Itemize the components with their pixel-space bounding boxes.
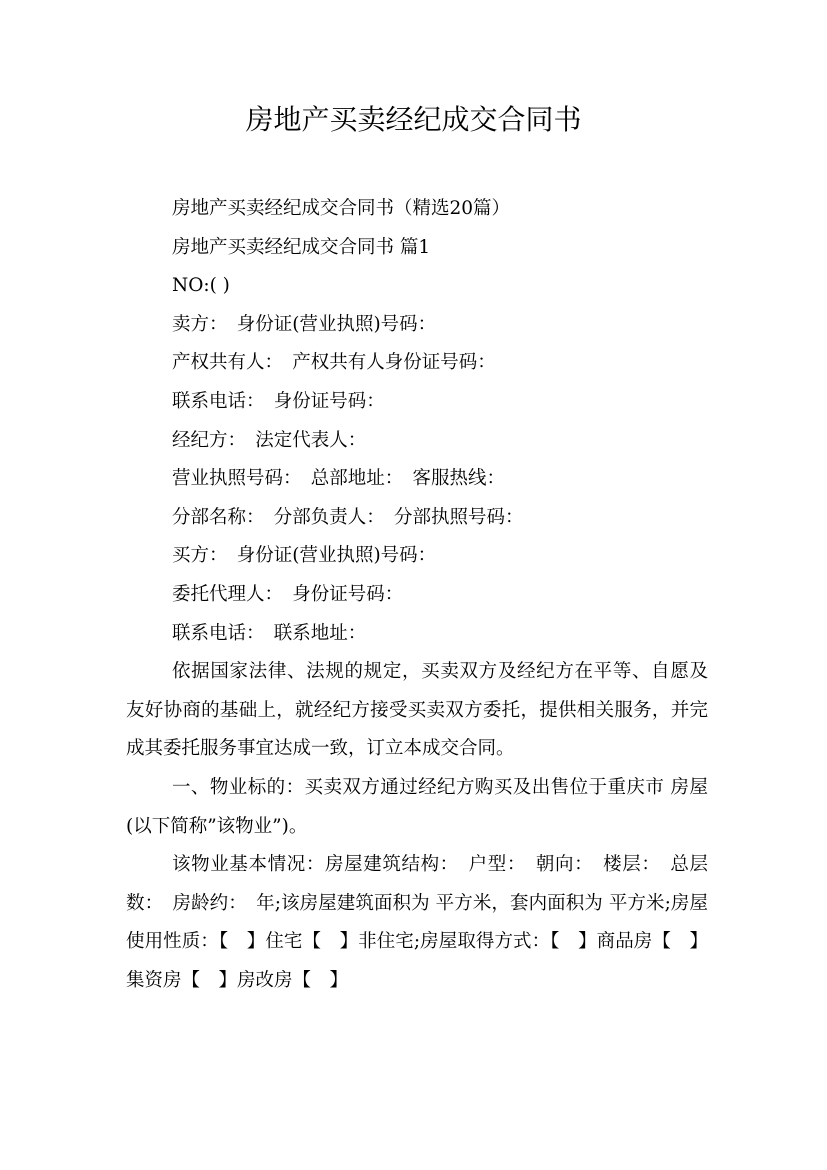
paragraph-agent: 委托代理人： 身份证号码：: [172, 583, 404, 605]
paragraph-property-subject: 一、物业标的：买卖双方通过经纪方购买及出售位于重庆市 房屋(以下简称”该物业”)。: [126, 776, 708, 837]
paragraph-section-title: 房地产买卖经纪成交合同书 篇1: [172, 236, 431, 258]
paragraph-contract-number: NO:( ): [172, 275, 230, 297]
paragraph-seller-contact: 联系电话： 身份证号码：: [172, 390, 385, 412]
document-body: [126, 190, 708, 1000]
paragraph-buyer: 买方： 身份证(营业执照)号码：: [172, 545, 437, 567]
document-title: 房地产买卖经纪成交合同书: [245, 103, 582, 136]
paragraph-branch: 分部名称： 分部负责人： 分部执照号码：: [172, 506, 524, 528]
paragraph-heading: 房地产买卖经纪成交合同书（精选20篇）: [172, 198, 511, 219]
paragraph-property-details: 该物业基本情况：房屋建筑结构： 户型： 朝向： 楼层： 总层数： 房龄约： 年;该房屋建筑面积为 平方米，套内面积为 平方米;房屋使用性质：【 】住宅【 】非住宅;房屋取得方式：【 】商品房【 】集资房【 】房改房【 】: [126, 854, 708, 991]
paragraph-broker: 经纪方： 法定代表人：: [172, 429, 367, 451]
paragraph-broker-license: 营业执照号码： 总部地址： 客服热线：: [172, 468, 506, 490]
paragraph-buyer-contact: 联系电话： 联系地址：: [172, 622, 367, 644]
paragraph-preamble: 依据国家法律、法规的规定，买卖双方及经纪方在平等、自愿及友好协商的基础上，就经纪方接受买卖双方委托，提供相关服务，并完成其委托服务事宜达成一致，订立本成交合同。: [126, 661, 708, 760]
paragraph-seller: 卖方： 身份证(营业执照)号码：: [172, 313, 437, 335]
paragraph-co-owner: 产权共有人： 产权共有人身份证号码：: [172, 352, 496, 374]
